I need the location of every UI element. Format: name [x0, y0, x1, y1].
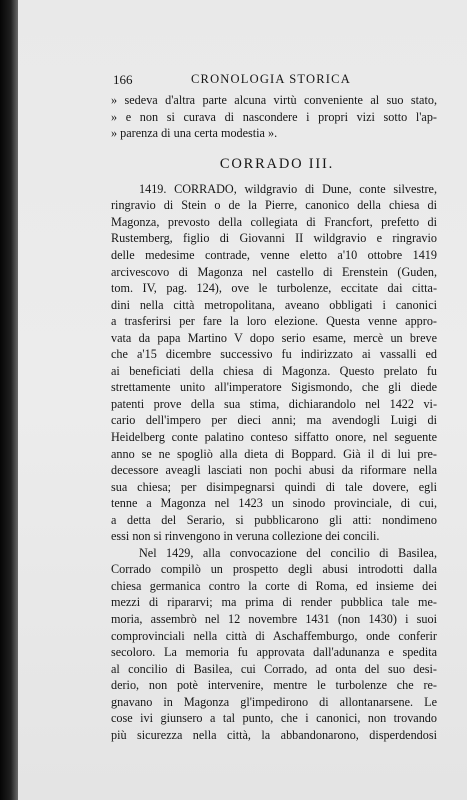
- text-line: a trasferirsi per fare la loro elezione. Questa venne appro-: [111, 314, 437, 329]
- text-line: mezzi di ripararvi; ma prima di render pubblica tale me-: [111, 595, 437, 610]
- page-content: [111, 64, 437, 743]
- text-line: tom. IV, pag. 124), ove le turbolenze, eccitate dai citta-: [111, 281, 437, 296]
- paragraph-council-basilea: [111, 545, 437, 744]
- section-title: CORRADO III.: [219, 155, 335, 172]
- paragraph-corrado-election: [111, 181, 437, 545]
- text-line: vata da papa Martino V dopo serio esame, mercè un breve: [111, 330, 437, 345]
- text-line: tenne a Magonza nel 1423 un sinodo provinciale, di cui,: [111, 496, 437, 511]
- text-line: che a'15 dicembre successivo fu indirizzato ai vassalli ed: [111, 347, 437, 362]
- text-line: dini nella città metropolitana, aveano obbligati i canonici: [111, 297, 437, 312]
- text-line: decessore aveagli lasciati non pochi abusi da riformare nella: [111, 463, 437, 478]
- text-line: al concilio di Basilea, cui Corrado, ad onta del suo desi-: [111, 661, 437, 676]
- text-line: essi non si rinvengono in veruna collezione dei concili.: [111, 529, 380, 544]
- text-line: gnavano in Magonza gl'impedirono di allontanarsene. Le: [111, 694, 437, 709]
- text-line: strettamente unito all'imperatore Sigismondo, che gli diede: [111, 380, 437, 395]
- text-line: secoloro. La memoria fu approvata dall'adunanza e spedita: [111, 645, 437, 660]
- text-line: Magonza, prevosto della collegiata di Francfort, prefetto di: [111, 214, 437, 229]
- text-line: arcivescovo di Magonza nel castello di Erenstein (Guden,: [111, 264, 437, 279]
- text-line: comprovinciali nella città di Aschaffemburgo, onde conferir: [111, 628, 437, 643]
- text-line: cario dell'impero per dieci anni; ma avendogli Luigi di: [111, 413, 437, 428]
- running-head: CRONOLOGIA STORICA: [191, 72, 351, 86]
- text-line: a detta del Serario, si pubblicarono gli atti: nondimeno: [111, 512, 437, 527]
- text-line: anno se ne spogliò alla dieta di Boppard. Già il di lui pre-: [111, 446, 437, 461]
- text-line: Heidelberg conte palatino conteso siffatto onore, nel seguente: [111, 429, 437, 444]
- text-line: 1419. CORRADO, wildgravio di Dune, conte silvestre,: [139, 181, 437, 196]
- text-line: cose ivi giunsero a tal punto, che i canonici, non trovando: [111, 711, 437, 726]
- page-number: 166: [113, 72, 133, 87]
- quote-line: » e non si curava di nascondere i propri vizi sotto l'ap-: [111, 109, 437, 124]
- text-line: ringravio di Stein o de la Pierre, canonico della chiesa di: [111, 198, 437, 213]
- text-line: moria, assembrò nel 12 novembre 1431 (non 1430) i suoi: [111, 612, 437, 626]
- text-line: Rustemberg, figlio di Giovanni II wildgravio e ringravio: [111, 231, 437, 246]
- book-gutter: [0, 0, 18, 800]
- page-header: [111, 64, 437, 86]
- quote-line: » parenza di una certa modestia ».: [111, 126, 278, 141]
- text-line: Nel 1429, alla convocazione del concilio di Basilea,: [139, 545, 437, 560]
- text-line: chiesa germanica contro la corte di Roma, ed insieme dei: [111, 578, 437, 593]
- text-line: sua chiesa; per disimpegnarsi quindi di tale dovere, egli: [111, 479, 437, 494]
- text-line: derio, non potè intervenire, mentre le turbolenze che re-: [111, 678, 437, 693]
- text-line: patenti prove della sua stima, dichiarandolo nel 1422 vi-: [111, 396, 437, 411]
- text-line: più sicurezza nella città, la abbandonarono, disperdendosi: [111, 727, 437, 742]
- text-line: delle medesime contrade, venne eletto a'10 ottobre 1419: [111, 247, 437, 262]
- text-line: Corrado compilò un prospetto degli abusi introdotti dalla: [111, 562, 437, 577]
- show-through-text: [288, 12, 467, 52]
- text-line: ai beneficiati della chiesa di Magonza. Questo prelato fu: [111, 363, 437, 378]
- quote-line: » sedeva d'altra parte alcuna virtù conveniente al suo stato,: [111, 93, 437, 107]
- quote-block: [111, 92, 437, 142]
